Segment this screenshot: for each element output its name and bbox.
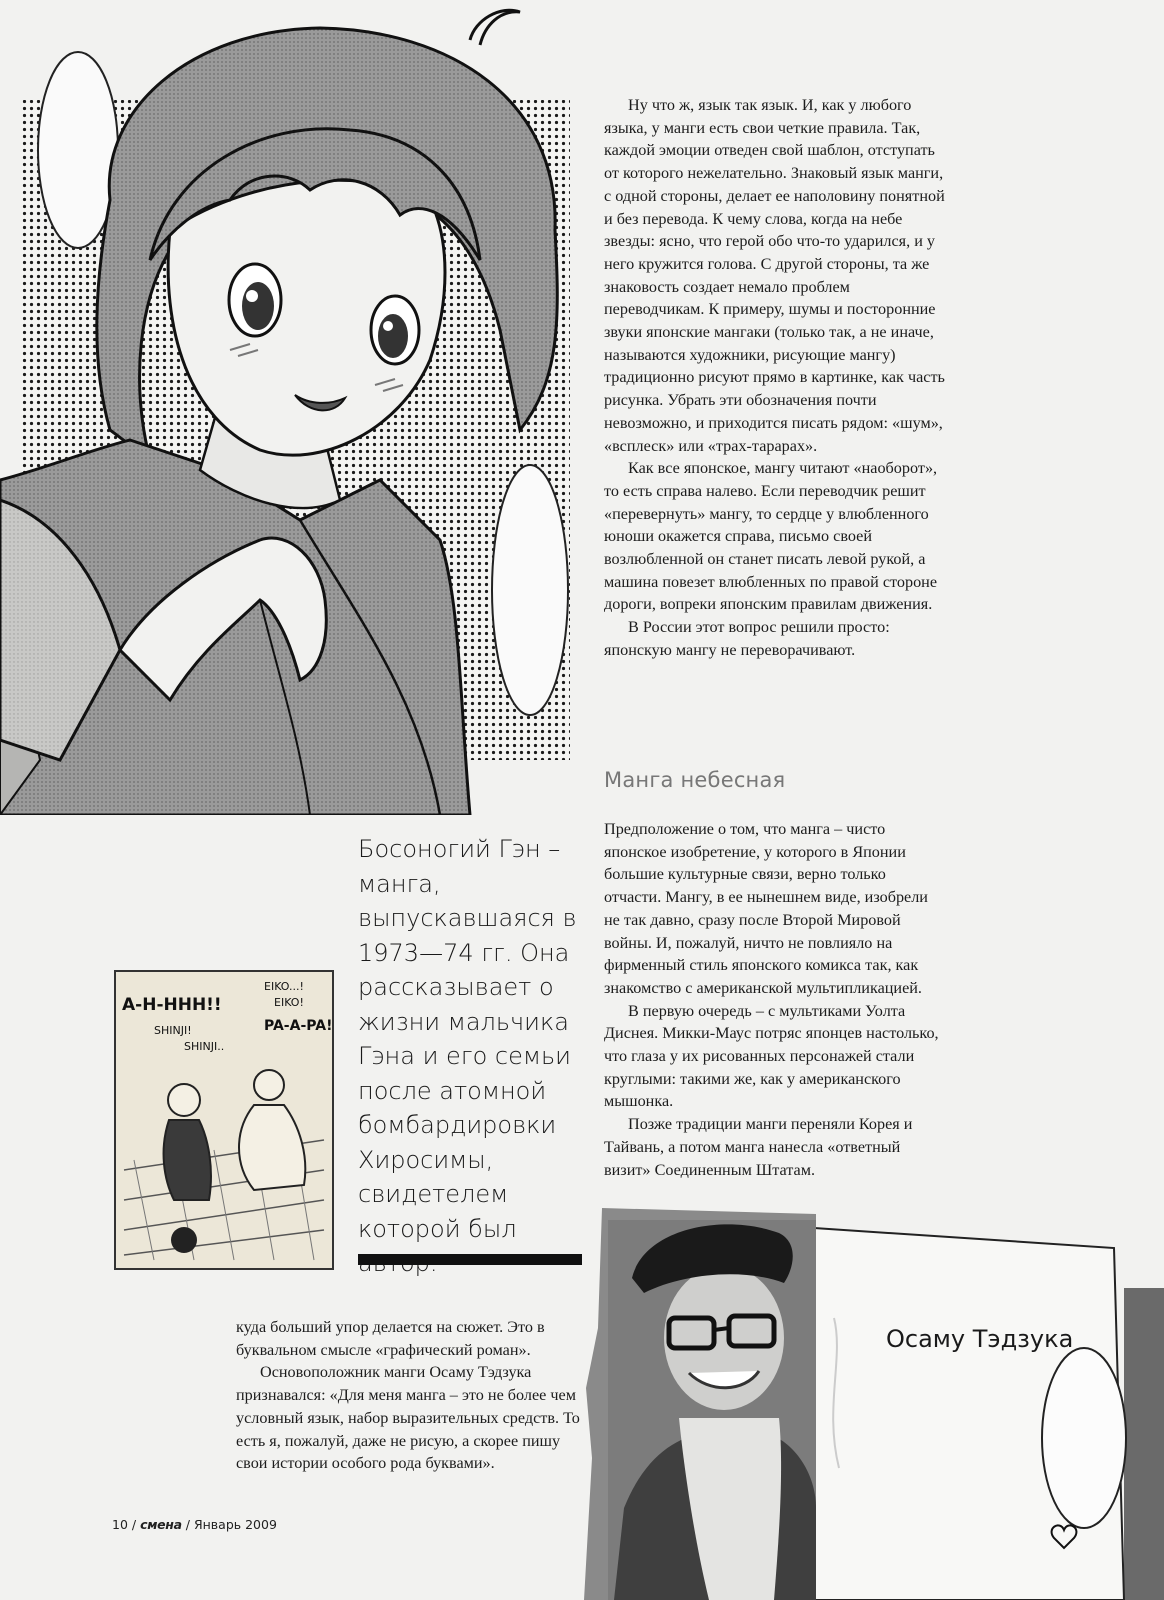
page-number: 10 [112,1517,128,1532]
article-column-section [604,818,944,1181]
image-caption: Босоногий Гэн – манга, выпускавшаяся в 1973—74 гг. Она рассказывает о жизни мальчика Гэна и его семьи после атомной бомбардировки Хиросимы, свидетелем которой был [358,835,577,1243]
sfx-text: SHINJI! [154,1024,192,1037]
issue-date: Январь 2009 [193,1517,277,1532]
caption-divider [358,1254,582,1265]
article-column-bottom [236,1316,584,1475]
article-column-right [604,94,948,662]
paragraph: Предположение о том, что манга – чисто японское изобретение, у которого в Японии большие культурные связи, верно только отчасти. Мангу, в ее нынешнем виде, изобрели не так давно, сразу после Второй Мировой войны. И, пожалуй, ничто не повлияло на фирменный стиль японского комикса так, как знакомство с американской мультипликацией. [604,820,928,997]
main-manga-illustration [0,0,600,815]
paragraph: Позже традиции манги переняли Корея и Тайвань, а потом манга нанесла «ответный визит» Соединенным Штатам. [604,1115,913,1179]
sfx-text: EIKO...! [264,980,304,993]
section-heading: Манга небесная [604,768,786,792]
paragraph: Как все японское, мангу читают «наоборот», то есть справа налево. Если переводчик решит «перевернуть» мангу, то сердце у влюбленного юноши окажется справа, письмо своей возлюбленной он станет писать левой рукой, а машина повезет влюбленных по правой стороне дороги, вопреки японским правилам движения. [604,459,938,614]
magazine-logo: смена [140,1517,182,1532]
sfx-text: PA-A-PA! [264,1018,333,1034]
page-footer: 10 / смена / Январь 2009 [112,1517,277,1532]
photo-caption: Осаму Тэдзука [886,1325,1074,1353]
paragraph: В России этот вопрос решили просто: японскую мангу не переворачивают. [604,618,890,659]
paragraph: Ну что ж, язык так язык. И, как у любого языка, у манги есть свои четкие правила. Так, каждой эмоции отведен свой шаблон, отступать от которого нежелательно. Знаковый язык манги, с одной стороны, делает ее наполовину понятной и без перевода. К чему слова, когда на небе звезды: ясно, что герой обо что-то ударился, и у него кружится голова. С другой стороны, та же знаковость создает немало проблем переводчикам. К примеру, шумы и посторонние звуки японские мангаки (только так, а не иначе, называются художники, рисующие мангу) традиционно рисуют прямо в картинке, как часть рисунка. Убрать эти обозначения почти невозможно, и приходится писать рядом: «шум», «всплеск» или «трах-тарарах». [604,96,945,455]
paragraph: В первую очередь – с мультиками Уолта Диснея. Микки-Маус потряс японцев настолько, что глаза у их рисованных персонажей стали круглыми: такими же, как у американского мышонка. [604,1001,939,1111]
sfx-text: SHINJI.. [184,1040,225,1053]
sfx-text: EIKO! [274,996,304,1009]
sfx-text: A-H-HHH!! [122,995,222,1015]
tezuka-photo [584,1208,1164,1600]
small-manga-panel [114,970,334,1270]
paragraph: Основоположник манги Осаму Тэдзука признавался: «Для меня манга – это не более чем условный язык, набор выразительных средств. То есть я, пожалуй, даже не рисую, а скорее пишу свои истории особого рода буквами». [236,1363,580,1473]
paragraph: куда больший упор делается на сюжет. Это в буквальном смысле «графический роман». [236,1318,545,1359]
